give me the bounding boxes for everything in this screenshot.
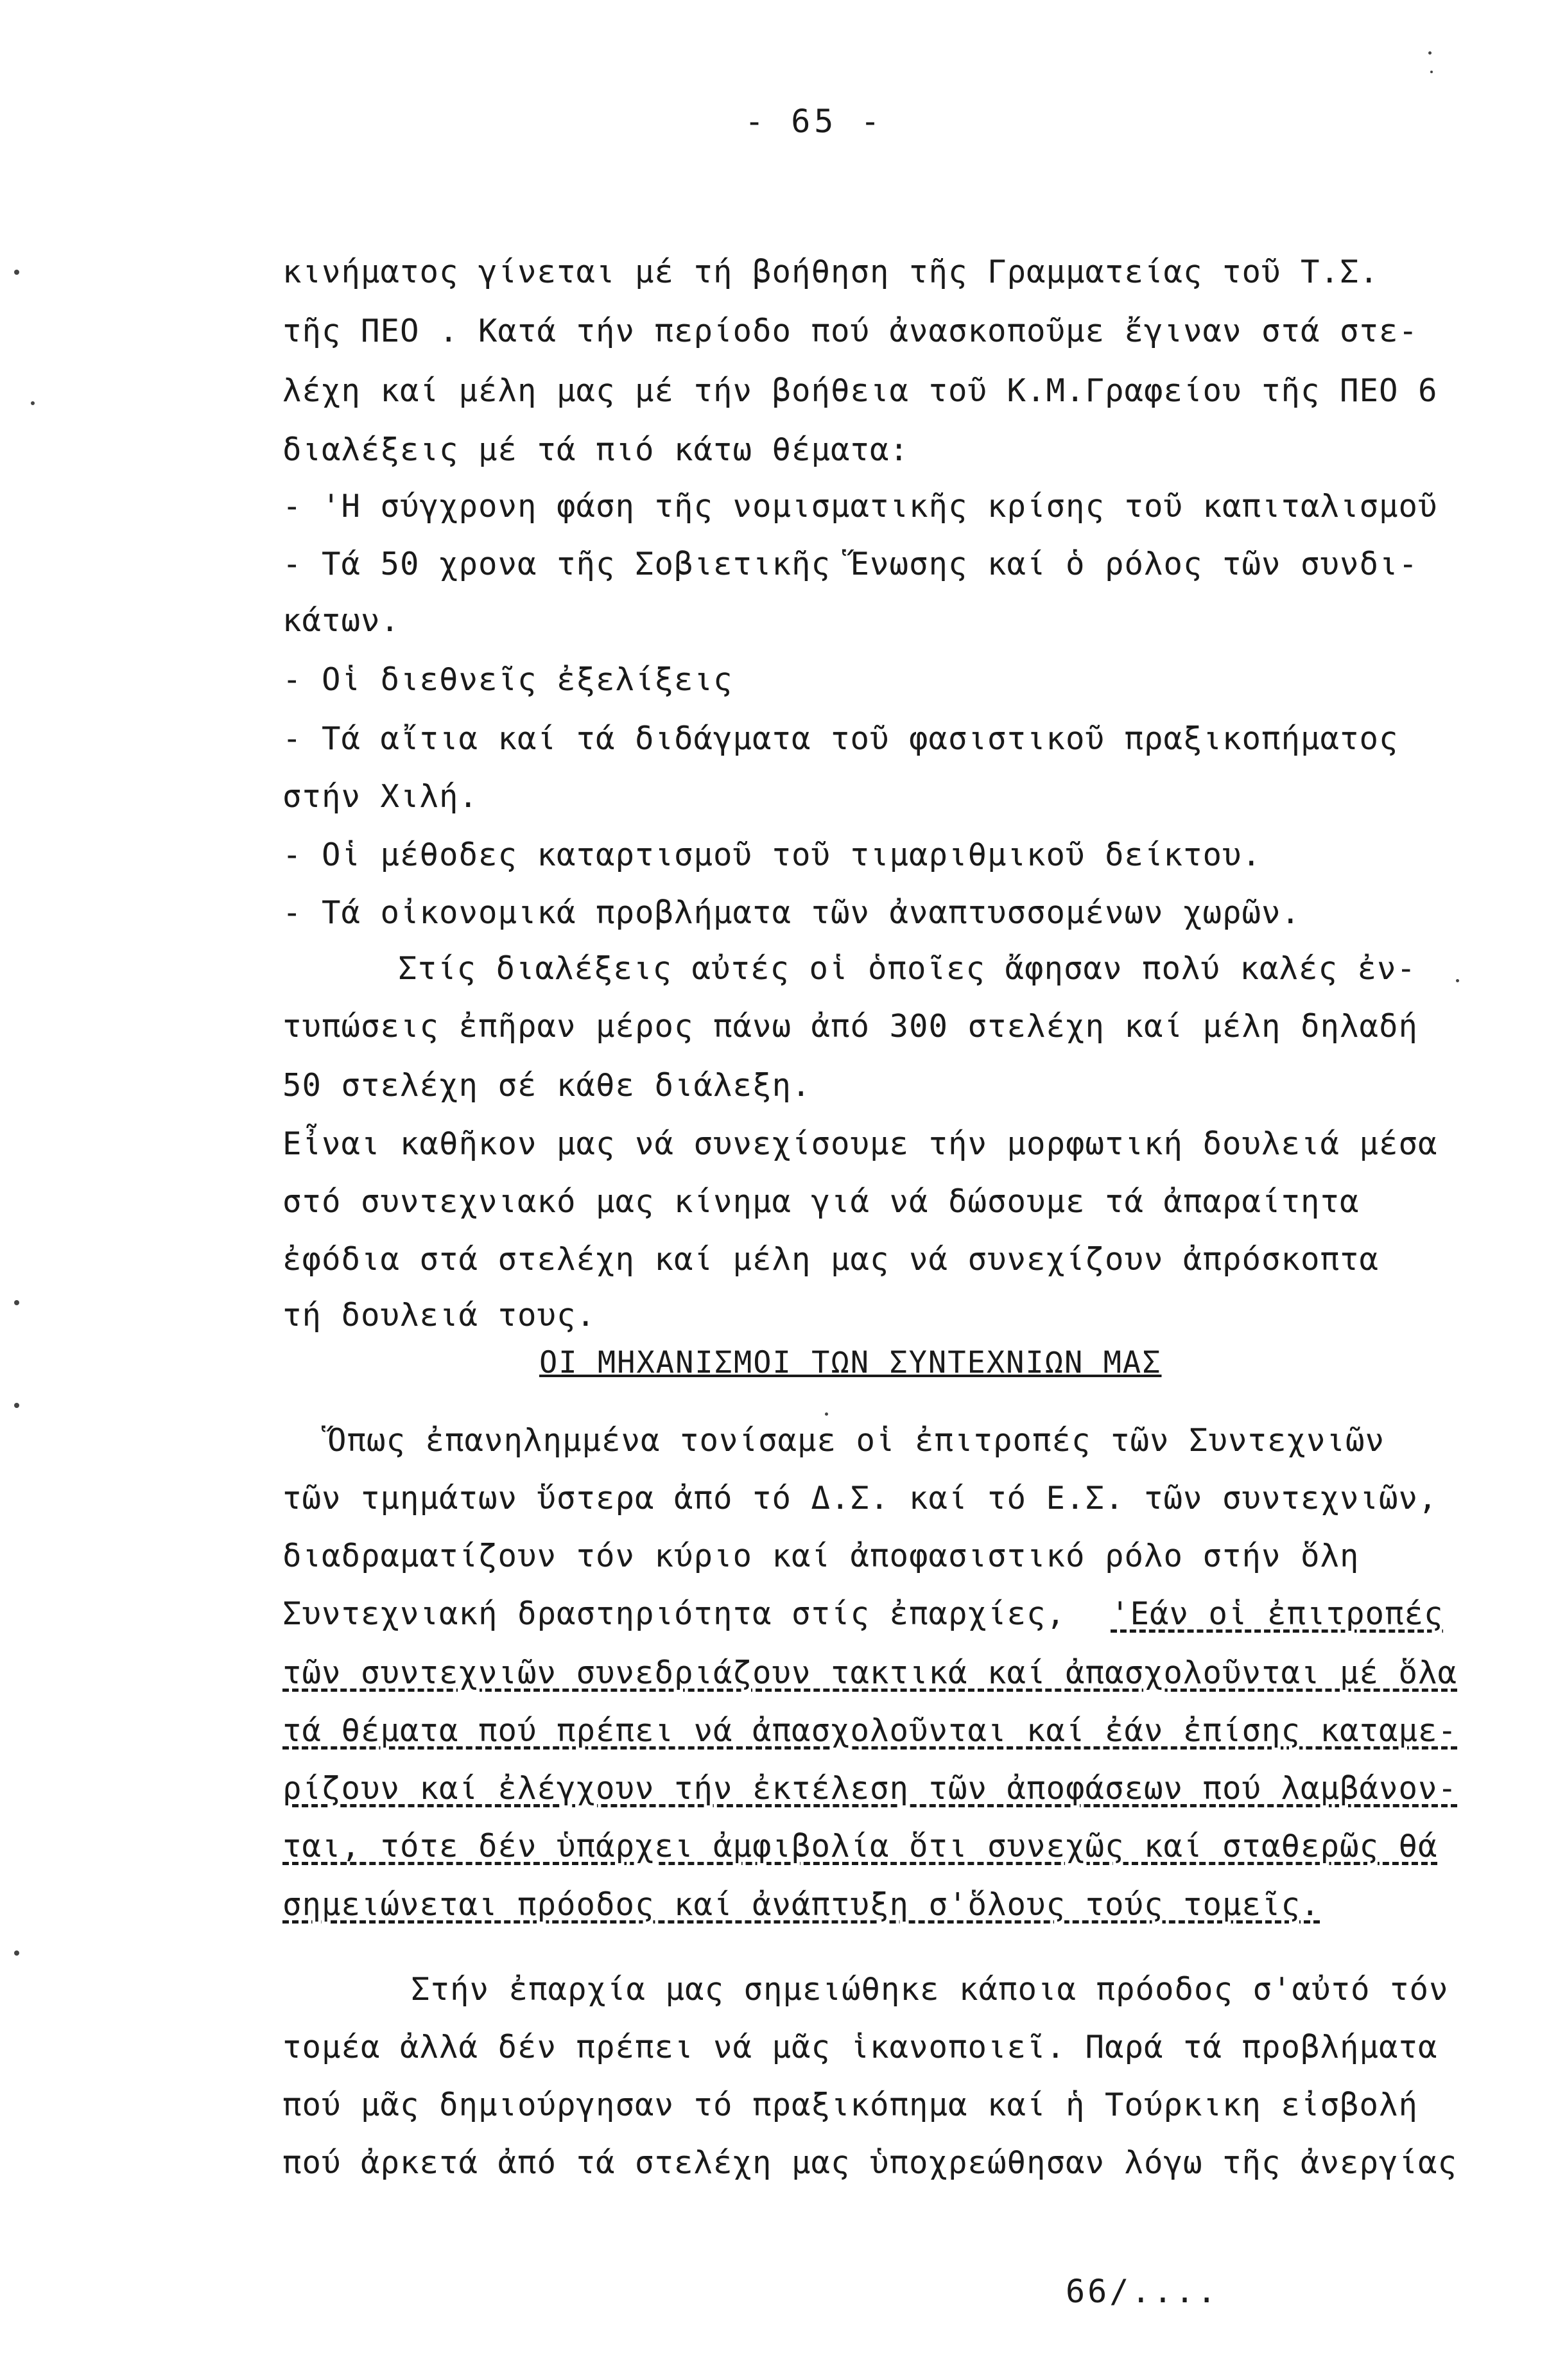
list-item: - Τά οἰκονομικά προβλήματα τῶν ἀναπτυσσομένων χωρῶν. xyxy=(282,894,1301,931)
text-line: κινήματος γίνεται μέ τή βοήθηση τῆς Γραμματείας τοῦ Τ.Σ. xyxy=(282,254,1380,290)
scan-speck xyxy=(1456,979,1459,982)
text-line: λέχη καί μέλη μας μέ τήν βοήθεια τοῦ Κ.Μ.Γραφείου τῆς ΠΕΟ 6 xyxy=(282,372,1438,409)
scan-speck xyxy=(1430,71,1433,73)
underlined-text: 'Εάν οἱ ἐπιτροπές xyxy=(1111,1595,1444,1632)
text-line: διαδραματίζουν τόν κύριο καί ἀποφασιστικό ρόλο στήν ὅλη xyxy=(282,1538,1360,1574)
text-line: κάτων. xyxy=(282,602,401,639)
list-item: - Οἱ μέθοδες καταρτισμοῦ τοῦ τιμαριθμικοῦ δείκτου. xyxy=(282,837,1262,873)
underlined-text: ρίζουν καί ἐλέγχουν τήν ἐκτέλεση τῶν ἀποφάσεων πού λαμβάνον- xyxy=(282,1770,1458,1807)
paragraph-start: Ὅπως ἐπανηλημμένα τονίσαμε οἱ ἐπιτροπές τῶν Συντεχνιῶν xyxy=(327,1422,1385,1459)
list-item: - Τά 50 χρονα τῆς Σοβιετικῆς Ἕνωσης καί ὁ ρόλος τῶν συνδι- xyxy=(282,546,1419,582)
scan-speck xyxy=(14,1300,19,1305)
list-item: - Τά αἴτια καί τά διδάγματα τοῦ φασιστικοῦ πραξικοπήματος xyxy=(282,720,1399,757)
text-line: διαλέξεις μέ τά πιό κάτω θέματα: xyxy=(282,431,910,468)
text-line: στό συντεχνιακό μας κίνημα γιά νά δώσουμε τά ἀπαραίτητα xyxy=(282,1183,1360,1220)
scan-speck xyxy=(825,1412,828,1416)
text-line: ἐφόδια στά στελέχη καί μέλη μας νά συνεχίζουν ἀπρόσκοπτα xyxy=(282,1241,1380,1278)
text-line: τομέα ἀλλά δέν πρέπει νά μᾶς ἱκανοποιεῖ. Παρά τά προβλήματα xyxy=(282,2029,1438,2065)
text-line: Συντεχνιακή δραστηριότητα στίς ἐπαρχίες, xyxy=(282,1595,1066,1632)
underlined-text: ται, τότε δέν ὑπάρχει ἀμφιβολία ὅτι συνεχῶς καί σταθερῶς θά xyxy=(282,1828,1438,1864)
continuation-marker: 66/.... xyxy=(1066,2273,1219,2310)
scan-speck xyxy=(1428,51,1432,55)
scan-speck xyxy=(14,1403,19,1408)
text-line: τῶν τμημάτων ὕστερα ἀπό τό Δ.Σ. καί τό Ε.Σ. τῶν συντεχνιῶν, xyxy=(282,1480,1438,1516)
text-line: 50 στελέχη σέ κάθε διάλεξη. xyxy=(282,1067,811,1104)
text-line: πού μᾶς δημιούργησαν τό πραξικόπημα καί ἡ Τούρκικη εἰσβολή xyxy=(282,2087,1419,2123)
list-item: - 'Η σύγχρονη φάση τῆς νομισματικῆς κρίσης τοῦ καπιταλισμοῦ xyxy=(282,488,1438,525)
text-line: στήν Χιλή. xyxy=(282,778,479,815)
paragraph-start: Στίς διαλέξεις αὐτές οἱ ὁποῖες ἄφησαν πολύ καλές ἐν- xyxy=(398,950,1417,987)
underlined-text: σημειώνεται πρόοδος καί ἀνάπτυξη σ'ὅλους τούς τομεῖς. xyxy=(282,1886,1320,1923)
text-line: πού ἀρκετά ἀπό τά στελέχη μας ὑποχρεώθησαν λόγω τῆς ἀνεργίας xyxy=(282,2144,1458,2181)
section-heading: ΟΙ ΜΗΧΑΝΙΣΜΟΙ ΤΩΝ ΣΥΝΤΕΧΝΙΩΝ ΜΑΣ xyxy=(539,1345,1162,1380)
text-line: τή δουλειά τους. xyxy=(282,1297,596,1333)
page-number: - 65 - xyxy=(745,103,884,140)
paragraph-start: Στήν ἐπαρχία μας σημειώθηκε κάποια πρόοδος σ'αὐτό τόν xyxy=(411,1971,1449,2008)
paragraph-start: Εἶναι καθῆκον μας νά συνεχίσουμε τήν μορφωτική δουλειά μέσα xyxy=(282,1125,1438,1162)
scan-speck xyxy=(14,270,19,275)
underlined-text: τά θέματα πού πρέπει νά ἀπασχολοῦνται καί ἐάν ἐπίσης καταμε- xyxy=(282,1712,1458,1749)
list-item: - Οἱ διεθνεῖς ἐξελίξεις xyxy=(282,661,733,698)
text-line: τῆς ΠΕΟ . Κατά τήν περίοδο πού ἀνασκοποῦμε ἔγιναν στά στε- xyxy=(282,313,1419,349)
underlined-text: τῶν συντεχνιῶν συνεδριάζουν τακτικά καί ἀπασχολοῦνται μέ ὅλα xyxy=(282,1655,1458,1691)
scan-speck xyxy=(31,401,35,405)
text-line: τυπώσεις ἐπῆραν μέρος πάνω ἀπό 300 στελέχη καί μέλη δηλαδή xyxy=(282,1008,1419,1045)
scan-speck xyxy=(14,1950,19,1956)
